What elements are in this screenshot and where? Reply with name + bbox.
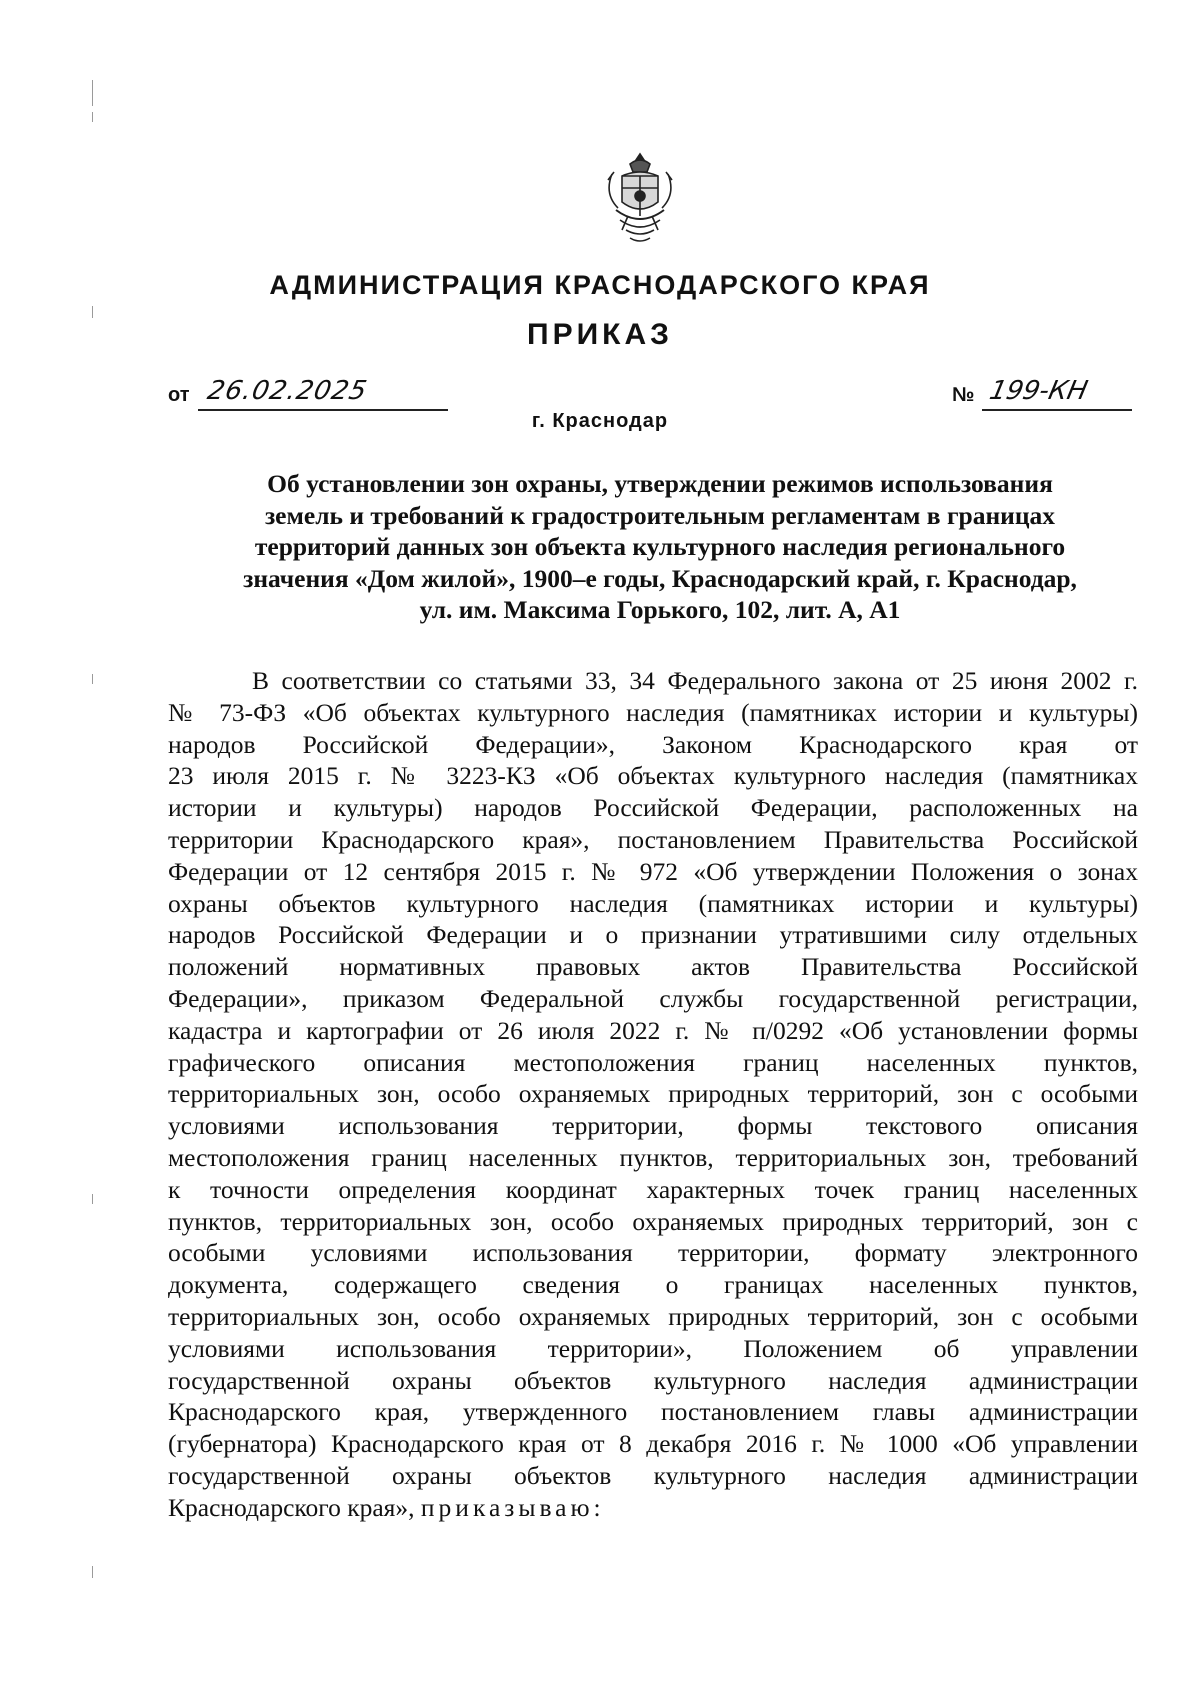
date-prefix: от [168, 384, 190, 406]
handwritten-date: 26.02.2025 [204, 376, 371, 406]
title-line: Об установлении зон охраны, утверждении режимов использования [267, 469, 1053, 498]
scan-margin-mark [92, 306, 93, 318]
handwritten-number: 199-КН [986, 376, 1091, 406]
body-line: № 73-ФЗ «Об объектах культурного наследия (памятниках истории и культуры) [168, 697, 1138, 727]
body-line: народов Российской Федерации и о признании утратившими силу отдельных [168, 920, 1138, 950]
body-line: Краснодарского края, утвержденного постановлением главы администрации [168, 1397, 1138, 1427]
body-line: к точности определения координат характерных точек границ населенных [168, 1174, 1138, 1204]
body-line: В соответствии со статьями 33, 34 Федерального закона от 25 июня 2002 г. [252, 666, 1138, 695]
order-title [200, 468, 1120, 626]
number-field [952, 378, 1132, 414]
body-line: пунктов, территориальных зон, особо охраняемых природных территорий, зон с [168, 1206, 1138, 1236]
body-line: охраны объектов культурного наследия (памятниках истории и культуры) [168, 888, 1138, 918]
body-last-line [168, 1492, 1138, 1524]
body-line: истории и культуры) народов Российской Федерации, расположенных на [168, 793, 1138, 823]
organization-name: АДМИНИСТРАЦИЯ КРАСНОДАРСКОГО КРАЯ [269, 270, 931, 300]
title-line: территорий данных зон объекта культурного наследия регионального [254, 532, 1066, 561]
order-verb: приказываю: [420, 1492, 605, 1522]
date-field [168, 378, 448, 414]
title-line: земель и требований к градостроительным регламентам в границах [264, 500, 1056, 530]
body-line: народов Российской Федерации», Законом Краснодарского края от [168, 729, 1138, 759]
preamble-paragraph [168, 665, 1138, 1524]
scan-margin-mark [92, 112, 93, 122]
body-line: территориальных зон, особо охраняемых природных территорий, зон с особыми [168, 1301, 1138, 1331]
body-line: государственной охраны объектов культурного наследия администрации [168, 1460, 1138, 1490]
body-line: (губернатора) Краснодарского края от 8 декабря 2016 г. № 1000 «Об управлении [168, 1429, 1138, 1459]
body-line: территории Краснодарского края», постановлением Правительства Российской [168, 824, 1138, 854]
document-type: ПРИКАЗ [527, 318, 673, 351]
scan-margin-mark [92, 674, 93, 684]
scan-margin-mark [92, 1194, 93, 1204]
title-line: ул. им. Максима Горького, 102, лит. А, А1 [419, 595, 901, 624]
body-line: 23 июля 2015 г. № 3223-КЗ «Об объектах культурного наследия (памятниках [168, 761, 1138, 791]
body-line: местоположения границ населенных пунктов, территориальных зон, требований [168, 1142, 1138, 1172]
scan-margin-mark [92, 80, 93, 106]
body-line: документа, содержащего сведения о границах населенных пунктов, [168, 1270, 1138, 1300]
body-line: кадастра и картографии от 26 июля 2022 г. № п/0292 «Об установлении формы [168, 1015, 1138, 1045]
body-line: Федерации», приказом Федеральной службы государственной регистрации, [168, 983, 1138, 1013]
body-line: Федерации от 12 сентября 2015 г. № 972 «Об утверждении Положения о зонах [168, 856, 1138, 886]
body-last-line-text: Краснодарского края», [168, 1492, 415, 1522]
body-line: государственной охраны объектов культурного наследия администрации [168, 1365, 1138, 1395]
body-line: графического описания местоположения границ населенных пунктов, [168, 1047, 1138, 1077]
title-line: значения «Дом жилой», 1900–е годы, Краснодарский край, г. Краснодар, [243, 563, 1077, 593]
body-line: положений нормативных правовых актов Правительства Российской [168, 952, 1138, 982]
body-line: условиями использования территории», Положением об управлении [168, 1333, 1138, 1363]
city-name: г. Краснодар [531, 410, 669, 432]
number-prefix: № [952, 384, 975, 406]
scan-margin-mark [92, 1566, 93, 1578]
body-line: особыми условиями использования территории, формату электронного [168, 1238, 1138, 1268]
body-line: территориальных зон, особо охраняемых природных территорий, зон с особыми [168, 1079, 1138, 1109]
krasnodar-coat-of-arms-icon [600, 150, 680, 250]
body-line: условиями использования территории, формы текстового описания [168, 1111, 1138, 1141]
